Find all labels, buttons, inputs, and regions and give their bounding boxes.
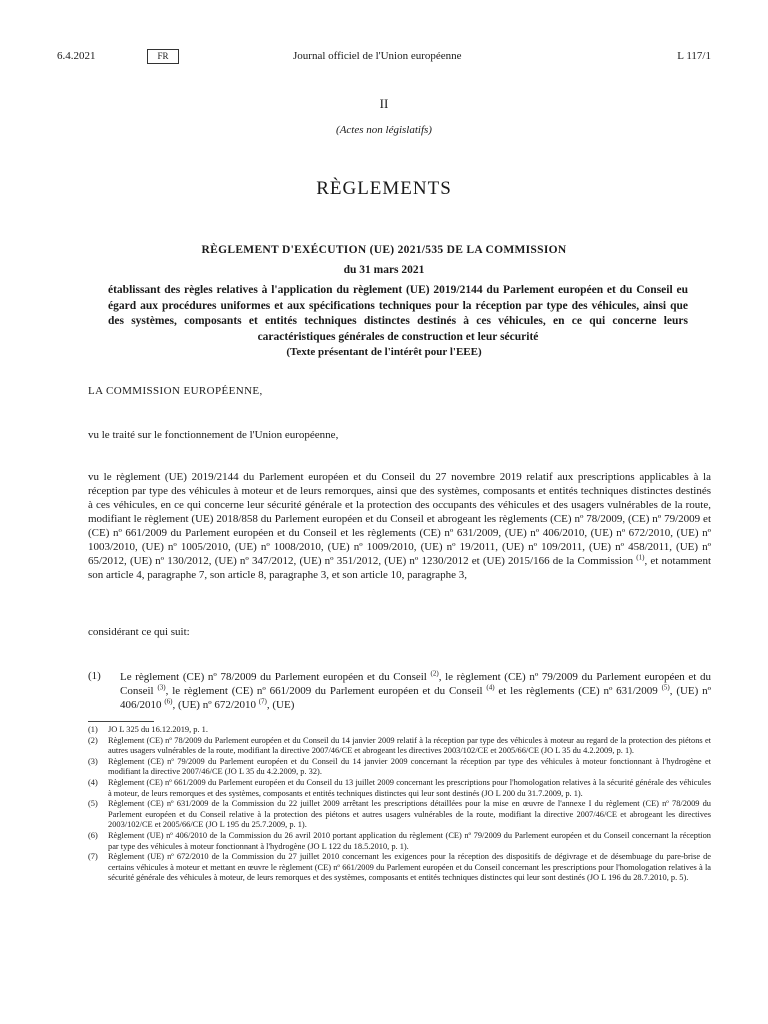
footnote xyxy=(88,725,711,736)
section-heading: RÈGLEMENTS xyxy=(316,178,452,199)
issuing-body: LA COMMISSION EUROPÉENNE, xyxy=(88,385,263,397)
recital-segment: , (UE) xyxy=(266,699,295,711)
footnote-text: Règlement (UE) nº 406/2010 de la Commission du 26 avril 2010 portant application du règlement (CE) nº 79/2009 du Parlement européen et du Conseil concernant la réception par type des véhicules à moteur fonctionnant à l'hydrogène (JO L 122 du 18.5.2010, p. 1). xyxy=(108,830,711,851)
citation-text: vu le règlement (UE) 2019/2144 du Parlement européen et du Conseil du 27 novembre 2019 relatif aux prescriptions applicables à la réception par type des véhicules à moteur et de leurs remorques, ainsi que des systèmes, composants et entités techniques distinctes destinés à ces véhicules, en ce qui concerne leur sécurité générale et la protection des occupants des véhicules et des usagers vulnérables de la route, modifiant le règlement (UE) 2018/858 du Parlement européen et du Conseil et abrogeant les règlements (CE) nº 78/2009, (CE) nº 79/2009 et (CE) nº 661/2009 du Parlement européen et du Conseil et les règlements (CE) nº 631/2009, (UE) nº 406/2010, (UE) nº 672/2010, (UE) nº 1003/2010, (UE) nº 1005/2010, (UE) nº 1008/2010, (UE) nº 1009/2010, (UE) nº 19/2011, (UE) nº 109/2011, (UE) nº 458/2011, (UE) nº 65/2012, (UE) nº 130/2012, (UE) nº 347/2012, (UE) nº 351/2012, (UE) nº 1230/2012 et (UE) 2015/166 de la Commission xyxy=(88,471,711,567)
footnote-text: Règlement (UE) nº 672/2010 de la Commission du 27 juillet 2010 concernant les exigences pour la réception des dispositifs de dégivrage et de désembuage du pare-brise de certains véhicules à moteur et mettant en œuvre le règlement (CE) nº 661/2009 du Parlement européen et du Conseil concernant les prescriptions pour l'homologation relatives à la sécurité générale des véhicules à moteur, de leurs remorques et des systèmes, composants et entités techniques distinctes qui leur sont destinés (JO L 196 du 28.7.2010, p. 5). xyxy=(108,852,711,883)
footnote-ref[interactable]: (2) xyxy=(430,669,439,678)
page-reference: L 117/1 xyxy=(677,50,711,62)
recital-segment: et les règlements (CE) nº 631/2009 xyxy=(494,685,658,697)
series-number: II xyxy=(379,96,389,111)
footnote xyxy=(88,799,711,831)
footnote-number: (2) xyxy=(88,735,98,745)
footnote-separator xyxy=(88,721,154,722)
footnote xyxy=(88,778,711,799)
footnote-ref[interactable]: (1) xyxy=(636,553,645,562)
citation-text-end: , et notamment son article 4, paragraphe 7, son article 8, paragraphe 3, et son article 10, paragraphe 3, xyxy=(88,555,711,581)
footnote-number: (5) xyxy=(88,799,98,809)
recital-text xyxy=(120,670,711,712)
regulation-subject: établissant des règles relatives à l'application du règlement (UE) 2019/2144 du Parlement européen et du Conseil eu égard aux procédures uniformes et aux spécifications techniques pour la réception par type des véhicules, ainsi que des systèmes, composants et entités techniques distinctes destinés à ces véhicules, en ce qui concerne leurs caractéristiques générales de construction et leur sécurité xyxy=(108,284,688,343)
footnote-ref[interactable]: (5) xyxy=(661,683,670,692)
footnote xyxy=(88,757,711,778)
series-subtitle: (Actes non législatifs) xyxy=(336,124,432,136)
footnote-text: Règlement (CE) nº 79/2009 du Parlement européen et du Conseil du 14 janvier 2009 concernant la réception par type des véhicules à moteur fonctionnant à l'hydrogène et modifiant la directive 2007/46/CE (JO L 35 du 4.2.2009, p. 32). xyxy=(108,756,711,777)
footnote-ref[interactable]: (6) xyxy=(164,697,173,706)
footnote-text: Règlement (CE) nº 661/2009 du Parlement européen et du Conseil du 13 juillet 2009 concernant les prescriptions pour l'homologation relatives à la sécurité générale des véhicules à moteur, de leurs remorques et des systèmes, composants et entités techniques distinctes qui leur sont destinés (JO L 200 du 31.7.2009, p. 1). xyxy=(108,777,711,798)
footnote-number: (1) xyxy=(88,725,98,734)
publication-date: 6.4.2021 xyxy=(57,50,96,62)
recital-segment: , (UE) nº 406/2010 xyxy=(120,685,712,711)
eee-note: (Texte présentant de l'intérêt pour l'EEE) xyxy=(286,346,482,358)
journal-title: Journal officiel de l'Union européenne xyxy=(293,50,462,62)
footnote-ref[interactable]: (3) xyxy=(157,683,166,692)
considering-clause: considérant ce qui suit: xyxy=(88,626,190,638)
recital-segment: , le règlement (CE) nº 661/2009 du Parlement européen et du Conseil xyxy=(165,685,483,697)
footnote-text: Règlement (CE) nº 631/2009 de la Commission du 22 juillet 2009 arrêtant les prescriptions détaillées pour la mise en œuvre de l'annexe I du règlement (CE) nº 78/2009 du Parlement européen et du Conseil relative à la protection des piétons et autres usagers vulnérables de la route, modifiant la directive 2007/46/CE et abrogeant les directives 2003/102/CE et 2005/66/CE (JO L 195 du 25.7.2009, p. 1). xyxy=(108,799,711,830)
regulation-title: RÈGLEMENT D'EXÉCUTION (UE) 2021/535 DE LA COMMISSION xyxy=(201,244,567,256)
citation-treaty: vu le traité sur le fonctionnement de l'Union européenne, xyxy=(88,429,339,441)
page-header xyxy=(57,50,711,66)
regulation-date: du 31 mars 2021 xyxy=(343,264,425,276)
footnote-number: (6) xyxy=(88,830,98,840)
recital-segment: Le règlement (CE) nº 78/2009 du Parlement européen et du Conseil xyxy=(120,671,427,683)
language-badge: FR xyxy=(147,49,179,64)
footnote xyxy=(88,736,711,757)
footnote-text: Règlement (CE) nº 78/2009 du Parlement européen et du Conseil du 14 janvier 2009 relatif à la réception par type des véhicules à moteur au regard de la protection des piétons et autres usagers vulnérables de la route, modifiant la directive 2007/46/CE et abrogeant les directives 2003/102/CE et 2005/66/CE (JO L 35 du 4.2.2009, p. 1). xyxy=(108,735,711,756)
recital-segment: , (UE) nº 672/2010 xyxy=(172,699,256,711)
footnote-ref[interactable]: (7) xyxy=(258,697,267,706)
footnote xyxy=(88,852,711,884)
footnotes xyxy=(88,725,711,884)
recital-number: (1) xyxy=(88,670,101,682)
recital-segment: , le règlement (CE) nº 79/2009 du Parlement européen et du Conseil xyxy=(120,671,712,697)
footnote-number: (3) xyxy=(88,756,98,766)
footnote-number: (7) xyxy=(88,852,98,862)
footnote-number: (4) xyxy=(88,777,98,787)
citation-regulation xyxy=(88,470,711,582)
footnote-ref[interactable]: (4) xyxy=(486,683,495,692)
footnote xyxy=(88,831,711,852)
footnote-text: JO L 325 du 16.12.2019, p. 1. xyxy=(108,725,208,734)
